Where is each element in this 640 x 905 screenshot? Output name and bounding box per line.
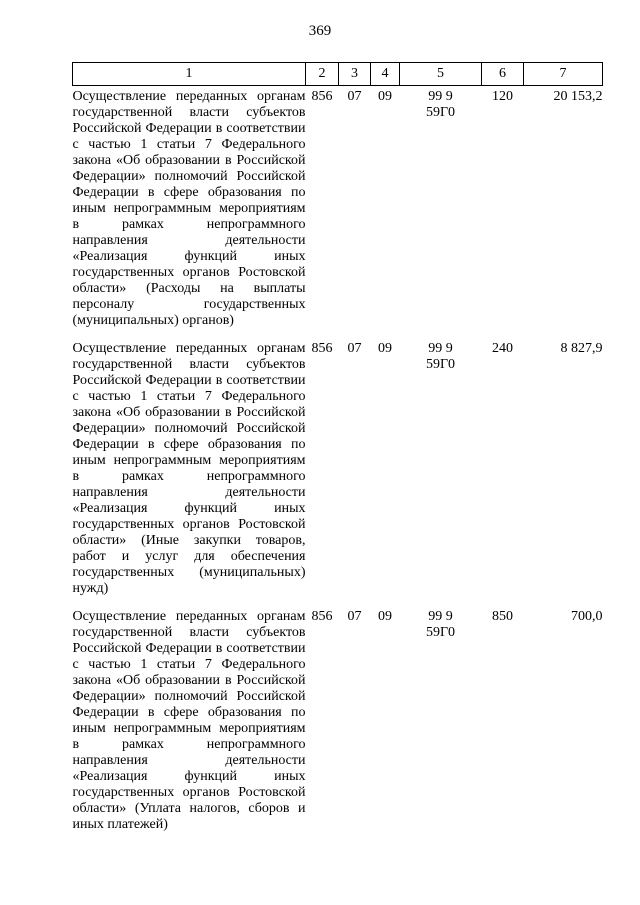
section-code: 07 — [347, 609, 362, 624]
target-article-code — [400, 86, 482, 339]
target-article-part-2: 59Г0 — [425, 625, 456, 640]
target-article-part-1: 99 9 — [428, 89, 453, 104]
column-header: 2 — [306, 63, 339, 86]
amount-value: 20 153,2 — [553, 89, 603, 104]
page-number: 369 — [308, 23, 332, 39]
target-article-code — [400, 338, 482, 606]
column-header: 4 — [371, 63, 400, 86]
target-article-code — [400, 606, 482, 842]
column-header: 5 — [400, 63, 482, 86]
row-description: Осуществление переданных органам государственной власти субъектов Российской Федерации в соответствии с частью 1 статьи 7 Федерального закона «Об образовании в Российской Федерации» полномочий Российской Федерации в сфере образования по иным непрограммным мероприятиям в рамках непрограммного направления деятельности «Реализация функций иных государственных органов Ростовской области» (Уплата налогов, сборов и иных платежей) — [72, 609, 306, 832]
table-header-row — [73, 63, 603, 86]
ministry-code: 856 — [311, 89, 333, 104]
target-article-part-1: 99 9 — [428, 609, 453, 624]
table-row — [73, 606, 603, 842]
target-article-part-1: 99 9 — [428, 341, 453, 356]
table-row — [73, 86, 603, 339]
expense-type-code: 850 — [492, 609, 513, 624]
target-article-part-2: 59Г0 — [425, 357, 456, 372]
row-description: Осуществление переданных органам государственной власти субъектов Российской Федерации в соответствии с частью 1 статьи 7 Федерального закона «Об образовании в Российской Федерации» полномочий Российской Федерации в сфере образования по иным непрограммным мероприятиям в рамках непрограммного направления деятельности «Реализация функций иных государственных органов Ростовской области» (Иные закупки товаров, работ и услуг для обеспечения государственных (муниципальных) нужд) — [72, 341, 306, 596]
row-description: Осуществление переданных органам государственной власти субъектов Российской Федерации в соответствии с частью 1 статьи 7 Федерального закона «Об образовании в Российской Федерации» полномочий Российской Федерации в сфере образования по иным непрограммным мероприятиям в рамках непрограммного направления деятельности «Реализация функций иных государственных органов Ростовской области» (Расходы на выплаты персоналу государственных (муниципальных) органов) — [72, 89, 306, 328]
column-header: 1 — [73, 63, 306, 86]
section-code: 07 — [347, 341, 362, 356]
expense-type-code: 240 — [492, 341, 513, 356]
ministry-code: 856 — [311, 341, 333, 356]
column-header: 7 — [524, 63, 603, 86]
budget-table — [72, 62, 603, 842]
amount-value: 700,0 — [571, 609, 603, 624]
table-row — [73, 338, 603, 606]
subsection-code: 09 — [378, 89, 392, 104]
expense-type-code: 120 — [492, 89, 513, 104]
subsection-code: 09 — [378, 609, 392, 624]
column-header: 6 — [482, 63, 524, 86]
subsection-code: 09 — [378, 341, 392, 356]
target-article-part-2: 59Г0 — [425, 105, 456, 120]
amount-value: 8 827,9 — [560, 341, 603, 356]
column-header: 3 — [339, 63, 371, 86]
section-code: 07 — [347, 89, 362, 104]
ministry-code: 856 — [311, 609, 333, 624]
